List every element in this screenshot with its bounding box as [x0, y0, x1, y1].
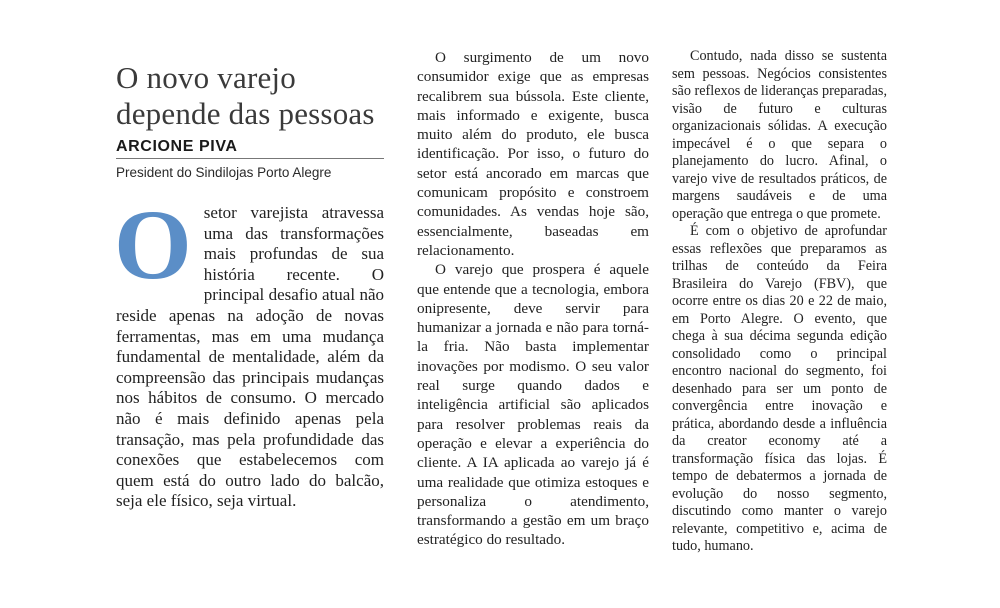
- author-role: President do Sindilojas Porto Alegre: [116, 165, 332, 180]
- author-name: ARCIONE PIVA: [116, 138, 238, 155]
- paragraph: [114, 189, 384, 512]
- article-column-3: [672, 48, 887, 556]
- paragraph: O surgimento de um novo consumidor exige que as empresas recalibrem sua bússola. Este cliente, mais informado e exigente, busca muito além do produto, ele busca identificação. Por isso, o futuro do setor está ancorado em marcas que comunicam propósito e constroem comunidades. As vendas hoje são, essencialmente, baseadas em relacionamento.: [417, 49, 649, 259]
- article-column-2: [417, 48, 649, 550]
- paragraph-text: setor varejista atravessa uma das transformações mais profundas de sua história recente. O principal desafio atual não reside apenas na adoção de novas ferramentas, mas em uma mudança fundamental de mentalidade, além da compreensão das principais mudanças nos hábitos de consumo. O mercado não é mais definido apenas pela transação, mas pela profundidade das conexões que estabelecemos com quem está do outro lado do balcão, seja ele físico, seja virtual.: [116, 203, 384, 511]
- paragraph: É com o objetivo de aprofundar essas reflexões que preparamos as trilhas de conteúdo da Feira Brasileira do Varejo (FBV), que ocorre entre os dias 20 e 22 de maio, em Porto Alegre. O evento, que chega à sua décima segunda edição consolidado como o principal encontro nacional do segmento, foi desenhado para ser um ponto de convergência entre inovação e prática, abordando desde a influência da creator economy até a transformação física das lojas. É tempo de debatermos a jornada de evolução do nosso segmento, discutindo como manter o varejo relevante, competitivo e, acima de tudo, humano.: [672, 223, 887, 554]
- article-column-1: [114, 189, 384, 512]
- paragraph: O varejo que prospera é aquele que entende que a tecnologia, embora onipresente, deve servir para humanizar a jornada e não para torná-la fria. Não basta implementar inovações por modismo. O seu valor real surge quando dados e inteligência artificial são aplicados para resolver problemas reais da operação e elevar a experiência do cliente. A IA aplicada ao varejo já é uma realidade que otimiza estoques e personaliza o atendimento, transformando a gestão em um braço estratégico do resultado.: [417, 261, 649, 549]
- paragraph: Contudo, nada disso se sustenta sem pessoas. Negócios consistentes são reflexos de lideranças preparadas, visão de futuro e culturas organizacionais sólidas. A execução impecável é o que separa o planejamento do lucro. Afinal, o varejo vive de resultados práticos, de margens saudáveis e de uma operação que entrega o que promete.: [672, 48, 887, 222]
- author-divider: [116, 158, 384, 159]
- drop-cap: O: [114, 189, 192, 300]
- headline: O novo varejo depende das pessoas: [116, 60, 375, 131]
